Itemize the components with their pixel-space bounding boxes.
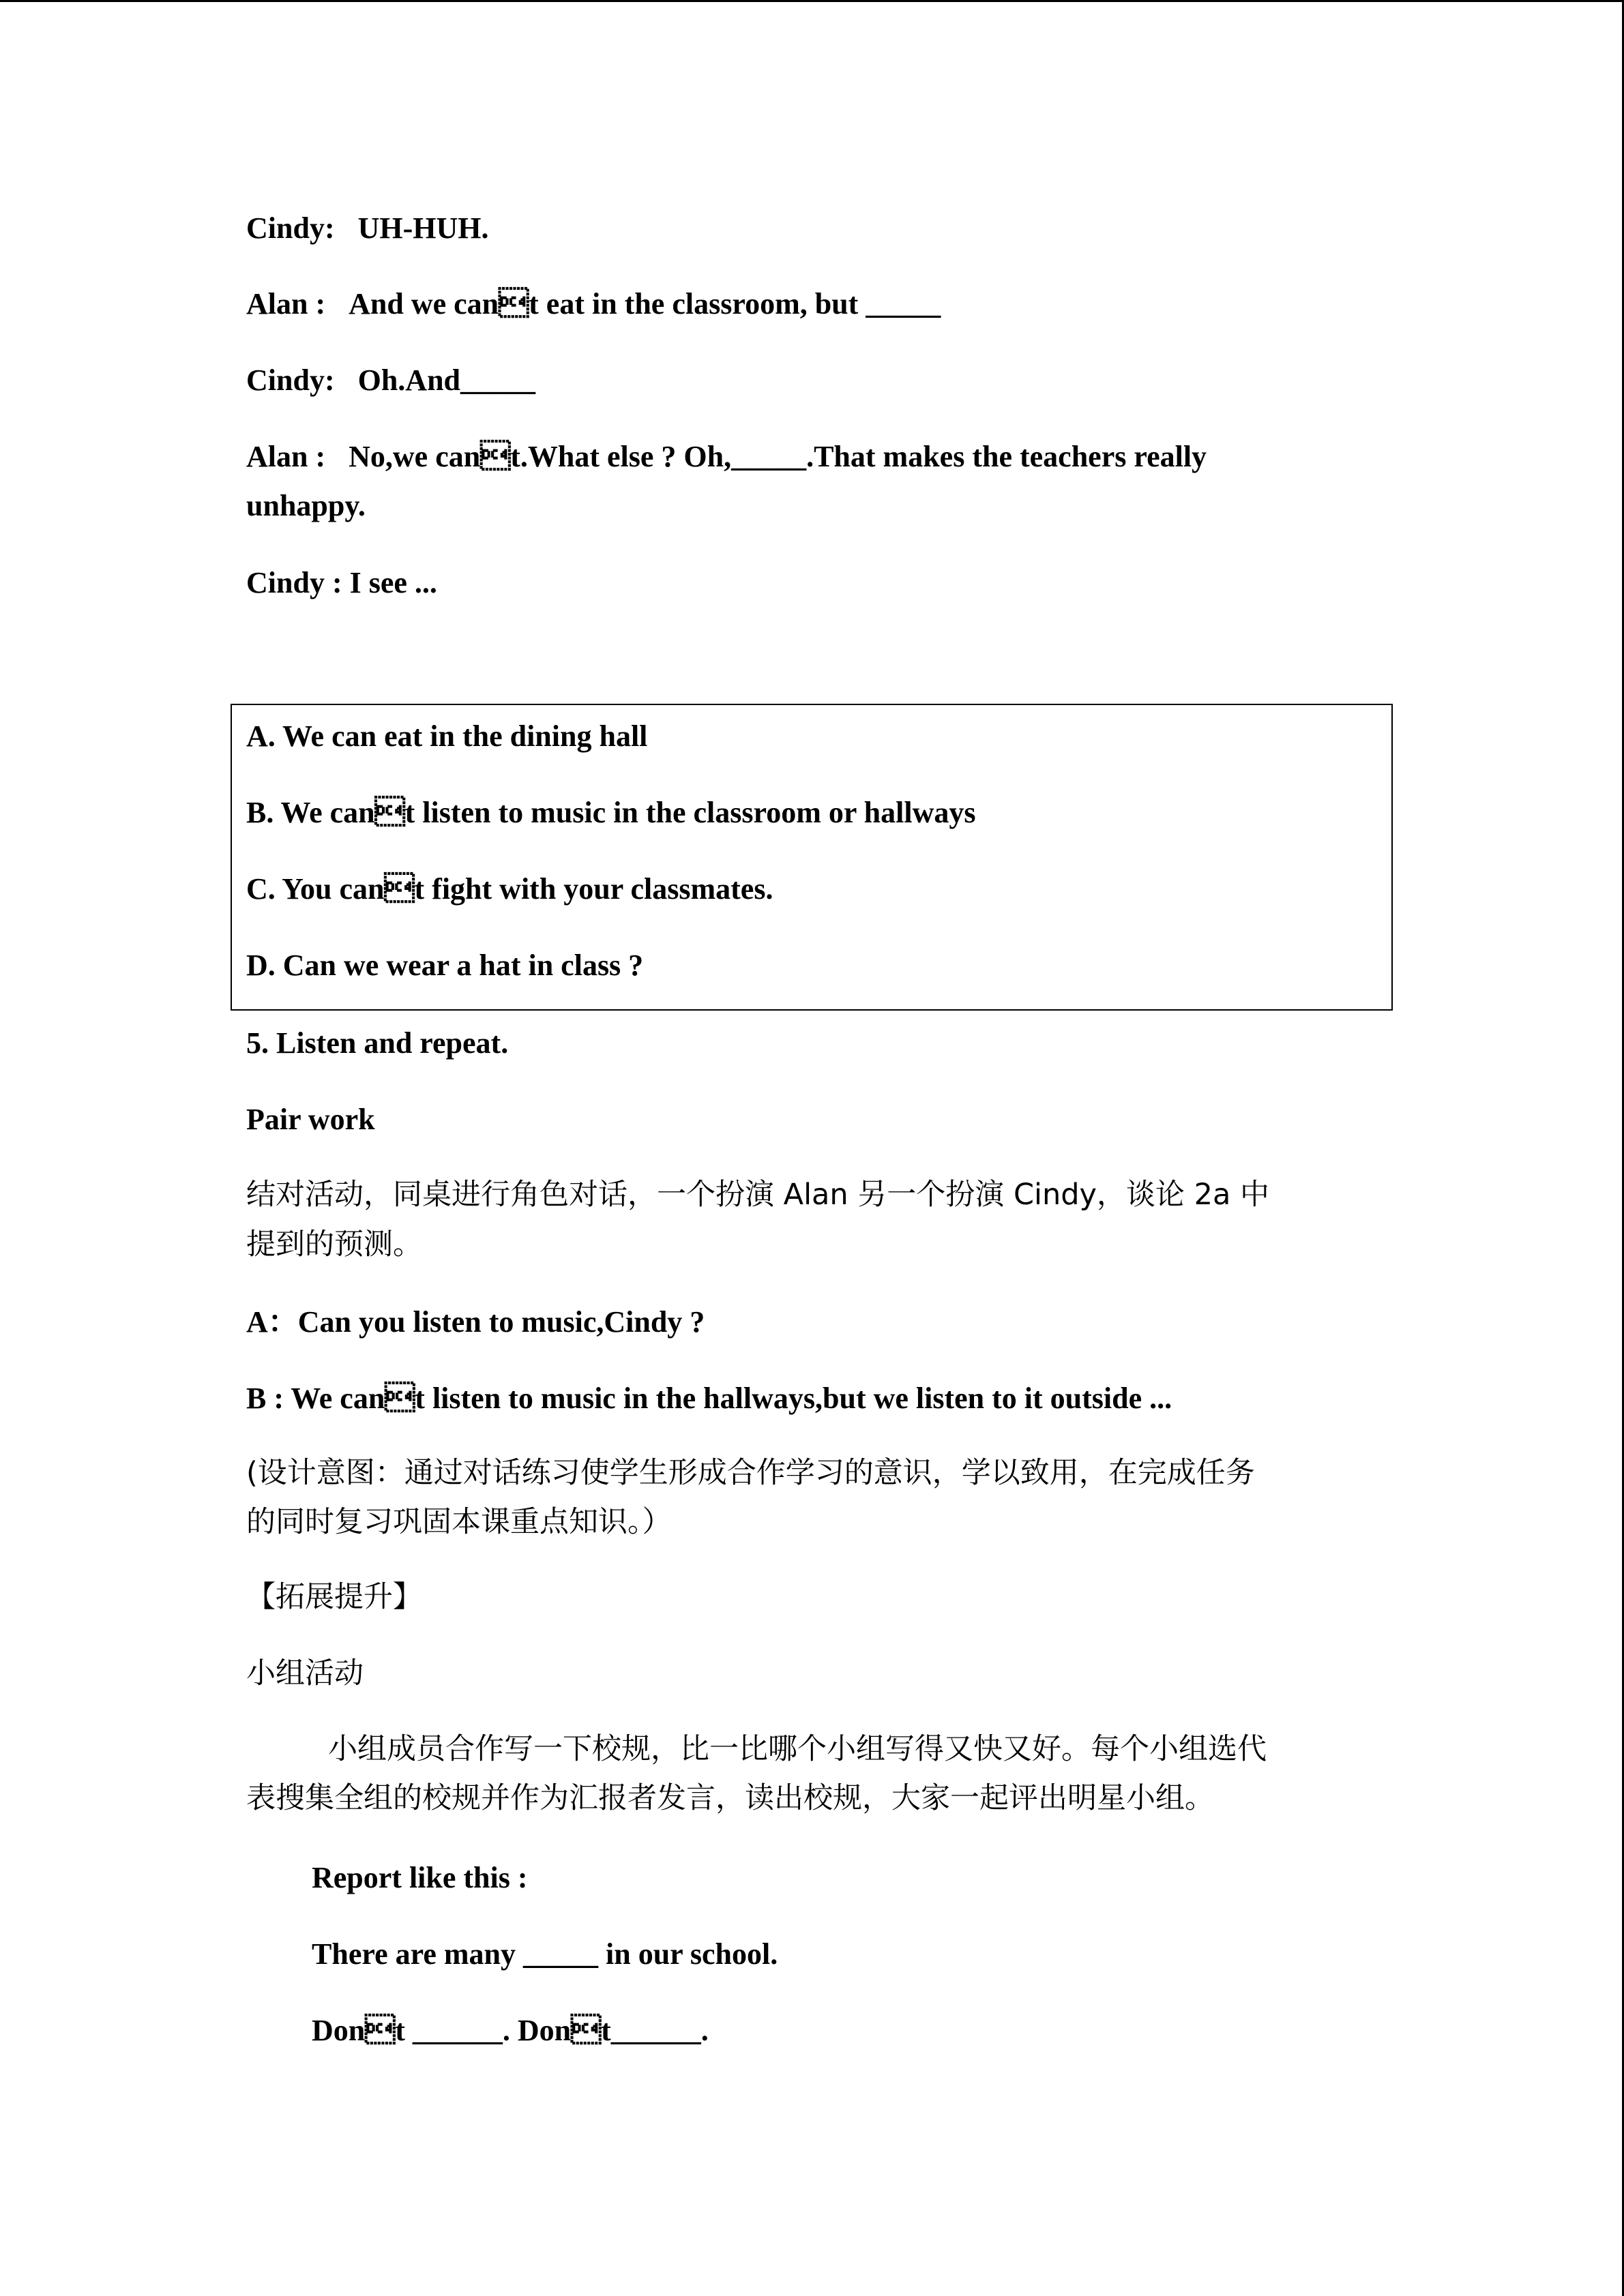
dialogue-line-3 xyxy=(246,356,535,405)
section-5-heading: 5. Listen and repeat. xyxy=(246,1026,509,1060)
option-c: C. You cant fight with your classmates. xyxy=(246,872,773,906)
page-top-border xyxy=(0,0,1624,2)
design-intent-1: (设计意图：通过对话练习使学生形成合作学习的意识，学以致用，在完成任务 xyxy=(246,1456,1255,1490)
speaker-label: Cindy: xyxy=(246,363,335,397)
example-b: B : We cant listen to music in the hallways,but we listen to it outside ... xyxy=(246,1382,1172,1415)
dialogue-line-1 xyxy=(246,204,488,253)
extension-heading: 【拓展提升】 xyxy=(246,1580,422,1614)
speaker-label: Cindy: xyxy=(246,211,335,245)
design-intent-2: 的同时复习巩固本课重点知识。） xyxy=(246,1505,672,1539)
option-a: A. We can eat in the dining hall xyxy=(246,719,648,753)
dialogue-line-4-continuation: unhappy. xyxy=(246,489,366,522)
dialogue-text: UH-HUH. xyxy=(357,211,489,245)
group-activity-heading: 小组活动 xyxy=(246,1656,364,1690)
report-line-1: There are many _____ in our school. xyxy=(312,1937,778,1971)
pair-work-heading: Pair work xyxy=(246,1103,375,1136)
dialogue-line-5 xyxy=(246,558,437,608)
speaker-label: Alan : xyxy=(246,440,326,473)
option-b: B. We cant listen to music in the classroom or hallways xyxy=(246,796,976,829)
dialogue-text: No,we cant.What else ? Oh,_____.That makes the teachers really xyxy=(349,440,1207,473)
group-activity-desc-2: 表搜集全组的校规并作为汇报者发言，读出校规，大家一起评出明星小组。 xyxy=(246,1781,1214,1815)
option-d: D. Can we wear a hat in class ? xyxy=(246,949,644,982)
dialogue-line-4 xyxy=(246,432,1207,481)
report-label: Report like this : xyxy=(312,1861,528,1894)
dialogue-text: I see ... xyxy=(349,566,437,599)
pair-work-instruction-2: 提到的预测。 xyxy=(246,1227,422,1262)
example-a: A：Can you listen to music,Cindy ? xyxy=(246,1305,705,1339)
dialogue-line-2 xyxy=(246,280,941,329)
dialogue-text: And we cant eat in the classroom, but _____ xyxy=(349,287,941,320)
speaker-label: Alan : xyxy=(246,287,326,320)
report-line-2: Dont ______. Dont______. xyxy=(312,2014,709,2047)
dialogue-text: Oh.And_____ xyxy=(357,363,536,397)
pair-work-instruction-1: 结对活动，同桌进行角色对话，一个扮演 Alan 另一个扮演 Cindy，谈论 2a 中 xyxy=(246,1178,1269,1212)
group-activity-desc-1: 小组成员合作写一下校规，比一比哪个小组写得又快又好。每个小组选代 xyxy=(328,1732,1267,1766)
speaker-label: Cindy : xyxy=(246,566,350,599)
